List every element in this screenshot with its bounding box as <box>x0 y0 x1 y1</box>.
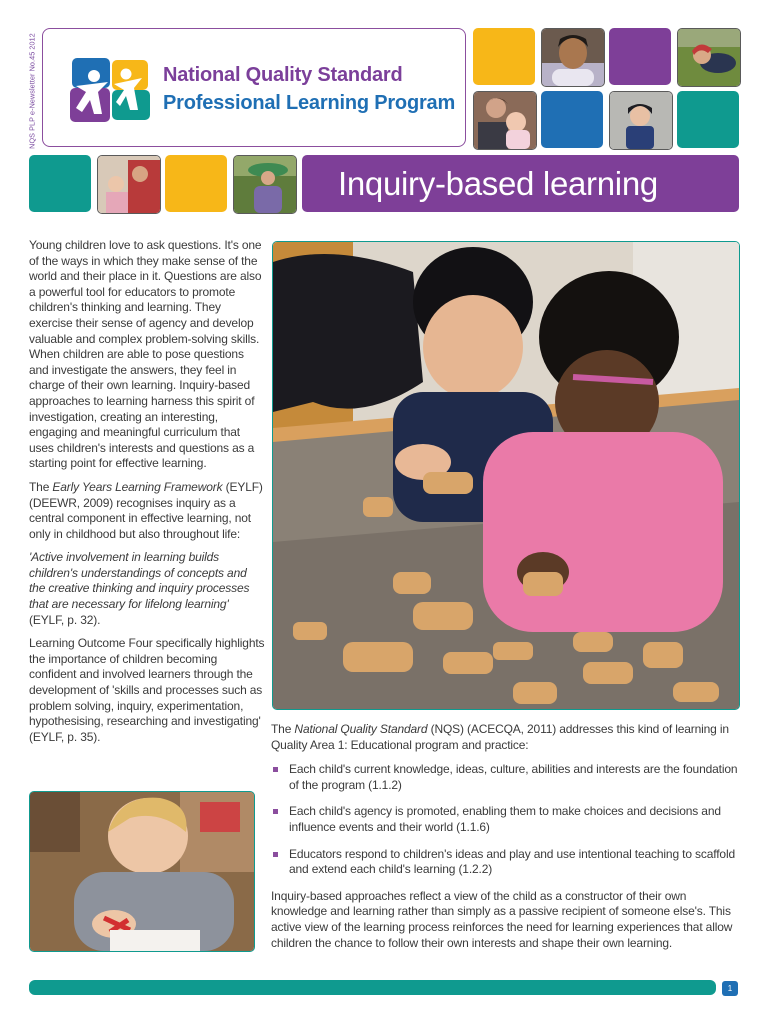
thumbnail-child-green-hat <box>233 155 297 214</box>
yellow-tile <box>473 28 535 85</box>
thumbnail-child-portrait <box>541 28 605 87</box>
thumbnail-mother-baby <box>473 91 537 150</box>
thumbnail-child-lying-grass <box>677 28 741 87</box>
thumbnail-child-beanie <box>609 91 673 150</box>
eylf-paragraph <box>29 480 265 542</box>
main-column <box>271 722 741 960</box>
eylf-quote-citation: (EYLF, p. 32). <box>29 612 101 627</box>
page-title: Inquiry-based learning <box>338 165 658 202</box>
list-item: Each child's current knowledge, ideas, culture, abilities and interests are the foundation of the program (1.1.2) <box>271 762 741 793</box>
nqs-intro-paragraph <box>271 722 741 753</box>
nqs-intro-pre: The <box>271 722 295 736</box>
eylf-paragraph-post: (EYLF) (DEEWR, 2009) recognises inquiry as a central component in effective learning, not only in childhood but also throughout life: <box>29 479 263 541</box>
closing-paragraph: Inquiry-based approaches reflect a view of the child as a constructor of their own knowledge and learning rather than simply as a passive recipient of someone else's. This active view of the learning process reinforces the need for learning experiences that allow children the chance to follow their own interests and shape their own learning. <box>271 888 733 950</box>
eylf-quote-text: 'Active involvement in learning builds children's understandings of concepts and the creative thinking and inquiry processes that are necessary for lifelong learning' <box>29 550 250 612</box>
quality-area-list <box>271 762 741 878</box>
issue-label: NQS PLP e-Newsletter No.45 2012 <box>27 32 37 149</box>
teal-tile <box>677 91 739 148</box>
nqs-logo <box>68 56 152 124</box>
program-title-line2: Professional Learning Program <box>163 92 456 114</box>
left-column <box>29 238 265 753</box>
eylf-title: Early Years Learning Framework <box>52 479 223 494</box>
nqs-intro-post: (NQS) (ACECQA, 2011) addresses this kind of learning in Quality Area 1: Educational program and practice: <box>271 722 729 752</box>
thumbnail-educator-child <box>97 155 161 214</box>
eylf-quote <box>29 550 265 628</box>
list-item: Educators respond to children's ideas and play and use intentional teaching to scaffold and extend each child's learning (1.2.2) <box>271 847 741 878</box>
eylf-paragraph-pre: The <box>29 479 53 494</box>
outcome-four-paragraph: Learning Outcome Four specifically highlights the importance of children becoming confident and involved learners through the development of 'skills and processes such as problem solving, inquiry, experimentation, hypothesising, researching and investigating' (EYLF, p. 35). <box>29 636 265 744</box>
teal-tile-left <box>29 155 91 212</box>
yellow-tile-left <box>165 155 227 212</box>
intro-paragraph: Young children love to ask questions. It's one of the ways in which they make sense of the world and their place in it. Questions are also a powerful tool for educators to promote children's thinking and learning. They exercise their sense of agency and develop valuable and complex problem-solving skills. When children are able to pose questions and investigate the answers, they feel in charge of their own learning. Inquiry-based approaches to learning harness this spirit of investigation, creating an interesting, engaging and meaningful curriculum that uses children's interests and questions as a starting point for effective learning. <box>29 238 262 471</box>
photo-boy-cutting-paper <box>29 791 255 952</box>
main-photo-children-wooden-blocks <box>272 241 740 710</box>
purple-tile <box>609 28 671 85</box>
list-item: Each child's agency is promoted, enabling them to make choices and decisions and influence events and their world (1.1.6) <box>271 804 741 835</box>
program-title-line1: National Quality Standard <box>163 64 403 86</box>
nqs-title: National Quality Standard <box>294 722 428 736</box>
page-number: 1 <box>722 981 738 996</box>
footer-bar <box>29 980 716 995</box>
title-banner <box>302 155 739 212</box>
issue-sidebar <box>25 28 39 153</box>
blue-tile <box>541 91 603 148</box>
